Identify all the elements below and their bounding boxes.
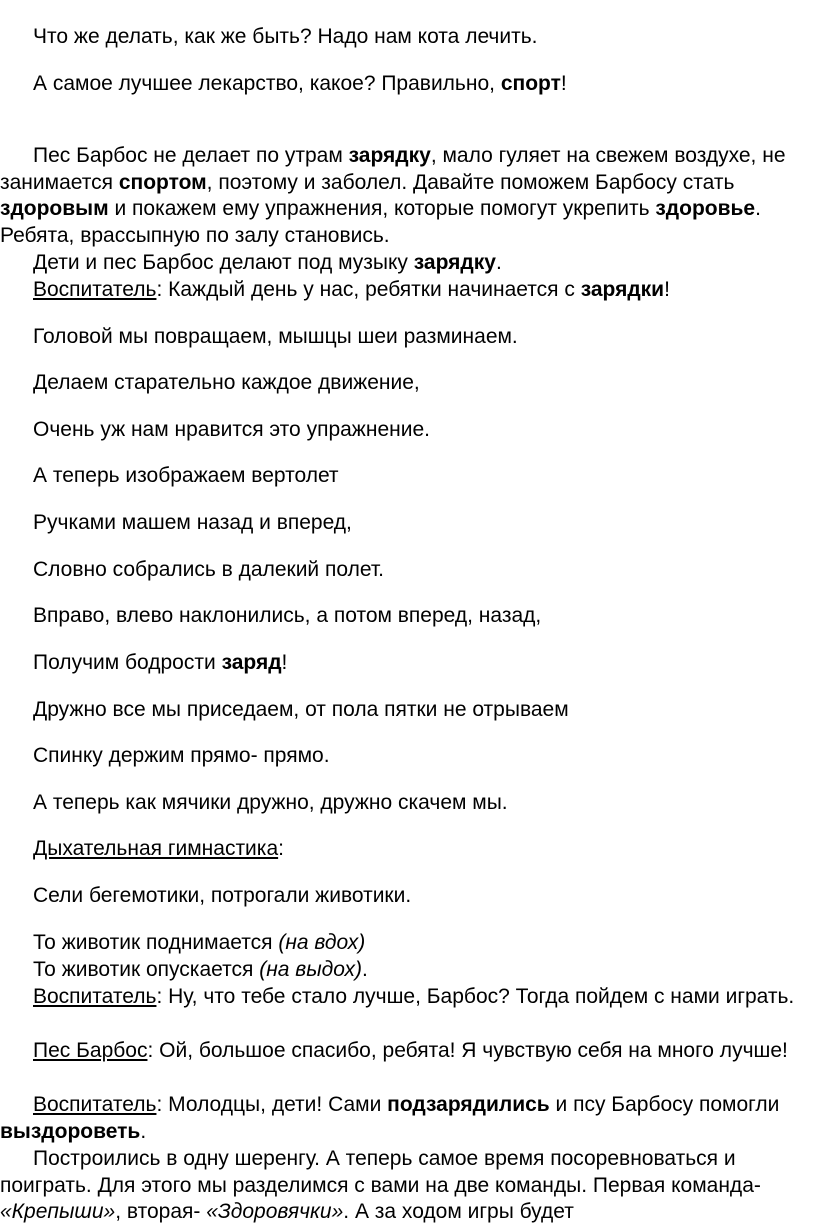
bold-text: зарядку: [413, 251, 496, 274]
text: Дружно все мы приседаем, от пола пятки не отрываем: [33, 698, 569, 721]
text: , поэтому и заболел. Давайте поможем Барбосу стать: [206, 170, 735, 194]
text: Получим бодрости: [33, 651, 222, 674]
bold-text: зарядки: [580, 278, 665, 301]
text: То животик поднимается: [33, 931, 279, 954]
text: .: [362, 958, 368, 981]
text: Вправо, влево наклонились, а потом вперед, назад,: [33, 604, 542, 627]
text: Спинку держим прямо- прямо.: [33, 744, 330, 767]
bold-text: выздороветь: [0, 1119, 141, 1143]
bold-text: заряд: [221, 651, 282, 674]
bold-text: спорт: [500, 72, 561, 95]
text: Построились в одну шеренгу. А теперь самое время посоревноваться и поиграть. Для этого мы разделимся с вами на две команды. Первая команда-: [0, 1147, 761, 1197]
line-belly-down: [33, 957, 813, 984]
text: .: [495, 251, 502, 274]
italic-note: (на выдох): [259, 958, 362, 981]
paragraph-teacher-well-done: [0, 1092, 812, 1145]
bold-text: спортом: [118, 170, 207, 194]
bold-text: здоровым: [0, 197, 109, 221]
speaker-label: Пес Барбос: [33, 1039, 148, 1062]
text: Очень уж нам нравится это упражнение.: [33, 418, 430, 441]
text: , вторая-: [115, 1200, 207, 1224]
text: и покажем ему упражнения, которые помогут укрепить: [108, 197, 656, 221]
bold-text: зарядку: [348, 144, 431, 167]
line-hippos: [33, 883, 813, 910]
speaker-label: Воспитатель: [33, 985, 157, 1008]
bold-text: здоровье: [655, 197, 756, 221]
line-jump: [33, 790, 813, 817]
line-squat: [33, 697, 813, 724]
text: Головой мы повращаем, мышцы шеи разминаем.: [33, 325, 518, 348]
bold-text: подзарядились: [387, 1093, 550, 1116]
line-carefully: [33, 370, 813, 397]
paragraph-barbos-sick: [0, 143, 812, 249]
text: А самое лучшее лекарство, какое? Правильно,: [33, 72, 501, 95]
text: Что же делать, как же быть? Надо нам кота лечить.: [33, 25, 538, 48]
speaker-label: Воспитатель: [33, 1093, 157, 1116]
text: , мало гуляет на свежем воздухе, не занимается: [0, 144, 786, 194]
text: Делаем старательно каждое движение,: [33, 371, 420, 394]
text: . А за ходом игры будет: [343, 1200, 574, 1224]
paragraph-teams: [0, 1146, 812, 1226]
line-exercise-music: [33, 250, 813, 277]
paragraph-teacher-better: [0, 984, 812, 1011]
line-belly-up: [33, 930, 813, 957]
text: Дети и пес Барбос делают под музыку: [33, 251, 414, 274]
text: : Ну, что тебе стало лучше, Барбос? Тогда пойдем с нами играть.: [156, 985, 795, 1008]
line-flight: [33, 557, 813, 584]
text: : Каждый день у нас, ребятки начинается с: [156, 278, 581, 301]
line-back: [33, 743, 813, 770]
paragraph-barbos-thanks: [0, 1038, 812, 1065]
section-label: Дыхательная гимнастика: [33, 837, 279, 860]
line-lean: [33, 603, 813, 630]
line-head: [33, 324, 813, 351]
text: : Ой, большое спасибо, ребята! Я чувствую себя на много лучше!: [147, 1039, 788, 1062]
text: .: [140, 1119, 147, 1143]
italic-team-name: «Крепыши»: [0, 1200, 116, 1224]
line-charge: [33, 650, 813, 677]
text: . Ребята, врассыпную по залу становись.: [0, 197, 761, 247]
line-teacher-every-day: [33, 277, 813, 304]
speaker-label: Воспитатель: [33, 278, 157, 301]
line-helicopter: [33, 463, 813, 490]
text: : Молодцы, дети! Сами: [156, 1093, 388, 1116]
italic-note: (на вдох): [278, 931, 366, 954]
line-breathing-heading: [33, 836, 813, 863]
text: А теперь как мячики дружно, дружно скачем мы.: [33, 791, 508, 814]
text: Ручками машем назад и вперед,: [33, 511, 352, 534]
line-best-medicine: [33, 71, 813, 98]
text: А теперь изображаем вертолет: [33, 464, 339, 487]
text: Словно собрались в далекий полет.: [33, 558, 384, 581]
line-hands: [33, 510, 813, 537]
text: Пес Барбос не делает по утрам: [33, 144, 349, 167]
text: Сели бегемотики, потрогали животики.: [33, 884, 412, 907]
line-treat-cat: [33, 24, 813, 51]
text: !: [281, 651, 288, 674]
text: !: [560, 72, 567, 95]
text: !: [664, 278, 670, 301]
italic-team-name: «Здоровячки»: [206, 1200, 344, 1224]
text: и псу Барбосу помогли: [549, 1093, 780, 1116]
line-like-exercise: [33, 417, 813, 444]
text: :: [278, 837, 284, 860]
text: То животик опускается: [33, 958, 260, 981]
